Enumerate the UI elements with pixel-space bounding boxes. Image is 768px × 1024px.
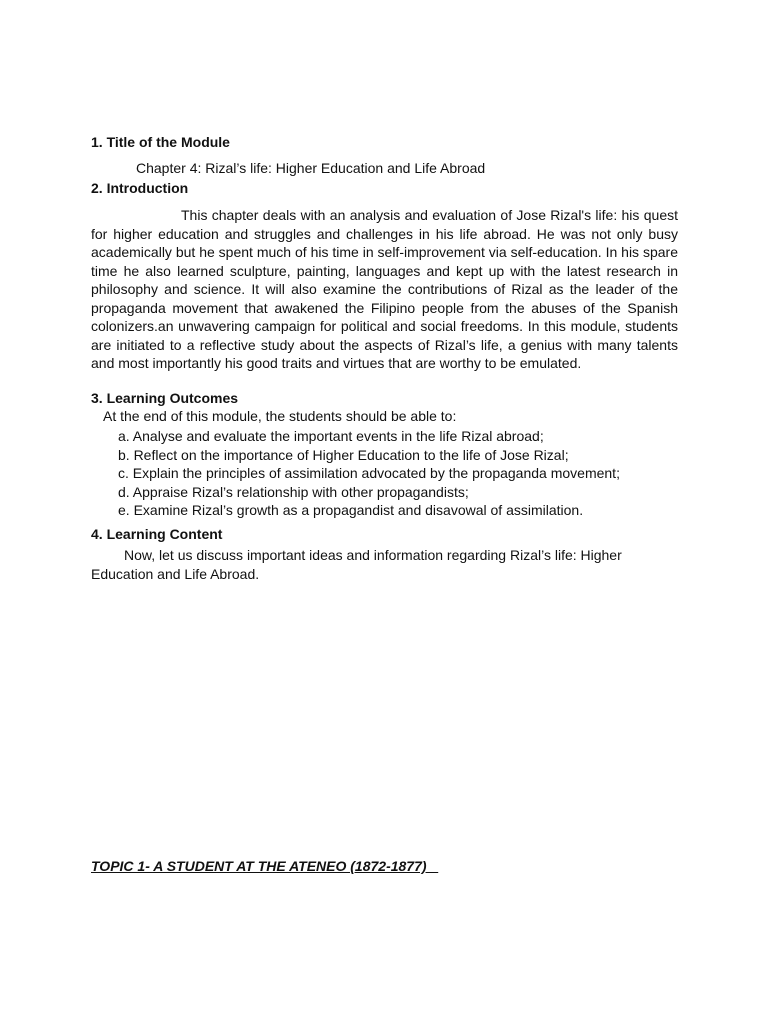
module-title-heading: 1. Title of the Module [91,134,230,150]
learning-content-heading: 4. Learning Content [91,526,223,542]
list-item: a. Analyse and evaluate the important events in the life Rizal abroad; [118,428,544,444]
list-item: d. Appraise Rizal’s relationship with other propagandists; [118,483,469,500]
chapter-title: Chapter 4: Rizal’s life: Higher Education and Life Abroad [136,160,486,176]
learning-content-paragraph [91,546,681,584]
learning-outcomes-lead: At the end of this module, the students should be able to: [103,408,457,424]
topic-heading: TOPIC 1- A STUDENT AT THE ATENEO (1872-1877) [91,858,439,874]
introduction-paragraph [91,206,678,373]
learning-outcomes-heading: 3. Learning Outcomes [91,390,239,406]
introduction-text: This chapter deals with an analysis and evaluation of Jose Rizal's life: his quest for higher education and struggles and challenges in his life abroad. He was not only busy academically but he spent much of his time in self-improvement via self-education. In his spare time he also learned sculpture, painting, languages and kept up with the latest research in philosophy and science. It will also examine the contributions of Rizal as the leader of the propaganda movement that awakened the Filipino people from the abuses of the Spanish colonizers.an unwavering campaign for political and social freedoms. In this module, students are initiated to a reflective study about the aspects of Rizal’s life, a genius with many talents and most importantly his good traits and virtues that are worthy to be emulated. [91,207,678,371]
introduction-heading: 2. Introduction [91,180,189,196]
list-item: e. Examine Rizal’s growth as a propagandist and disavowal of assimilation. [118,502,584,518]
list-item: c. Explain the principles of assimilation advocated by the propaganda movement; [118,465,620,481]
list-item: b. Reflect on the importance of Higher Education to the life of Jose Rizal; [118,446,569,463]
learning-content-text: Now, let us discuss important ideas and information regarding Rizal’s life: Higher Education and Life Abroad. [91,547,622,582]
learning-outcomes-list [118,427,620,520]
